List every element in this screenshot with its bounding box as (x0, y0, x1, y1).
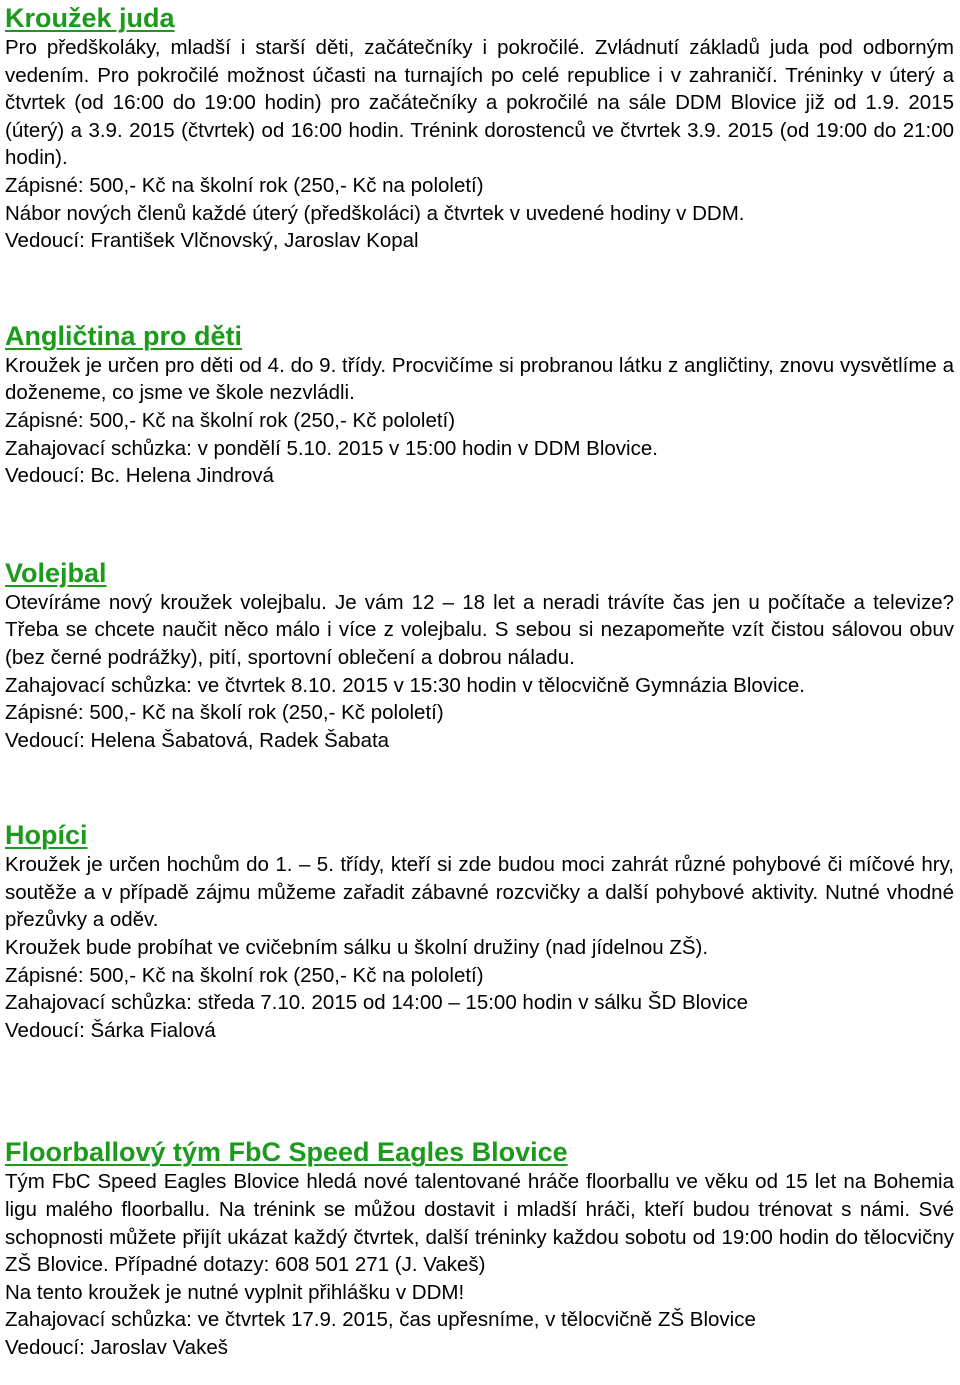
recruitment-line: Nábor nových členů každé úterý (předškoláci) a čtvrtek v uvedené hodiny v DDM. (5, 201, 745, 225)
meeting-line: Zahajovací schůzka: ve čtvrtek 8.10. 2015 v 15:30 hodin v tělocvičně Gymnázia Blovice. (5, 673, 805, 697)
leader-line: Vedoucí: Bc. Helena Jindrová (5, 464, 274, 488)
leader-line: Vedoucí: František Vlčnovský, Jaroslav Kopal (5, 229, 419, 253)
section-description: Tým FbC Speed Eagles Blovice hledá nové talentované hráče floorballu ve věku od 15 let na Bohemia ligu malého floorballu. Na trénink se můžou dostavit i mladší hráči, kteří budou trénovat s námi. Své schopnosti můžete přijít ukázat každý čtvrtek, další tréninky každou sobotu od 19:00 hodin do tělocvičny ZŠ Blovice. Případné dotazy: 608 501 271 (J. Vakeš) (5, 1170, 954, 1277)
leader-line: Vedoucí: Šárka Fialová (5, 1018, 216, 1042)
meeting-line: Zahajovací schůzka: v pondělí 5.10. 2015 v 15:00 hodin v DDM Blovice. (5, 436, 658, 460)
fee-line: Zápisné: 500,- Kč na školní rok (250,- Kč na pololetí) (5, 173, 484, 197)
meeting-line: Zahajovací schůzka: ve čtvrtek 17.9. 2015, čas upřesníme, v tělocvičně ZŠ Blovice (5, 1308, 756, 1332)
section-title: Kroužek juda (5, 3, 175, 33)
leader-line: Vedoucí: Helena Šabatová, Radek Šabata (5, 728, 390, 752)
application-line: Na tento kroužek je nutné vyplnit přihlášku v DDM! (5, 1280, 465, 1304)
section-english (5, 320, 954, 490)
section-description: Otevíráme nový kroužek volejbalu. Je vám 12 – 18 let a neradi trávíte čas jen u počítače a televize? Třeba se chcete naučit něco málo i více z volejbalu. S sebou si nezapomeňte vzít čistou sálovou obuv (bez černé podrážky), pití, sportovní oblečení a dobrou náladu. (5, 590, 954, 669)
section-description: Kroužek je určen hochům do 1. – 5. třídy, kteří si zde budou moci zahrát různé pohybové či míčové hry, soutěže a v případě zájmu můžeme zařadit zábavné rozcvičky a další pohybové aktivity. Nutné vhodné přezůvky a oděv. (5, 853, 954, 932)
document-page (0, 2, 960, 1362)
fee-line: Zápisné: 500,- Kč na školní rok (250,- Kč na pololetí) (5, 963, 484, 987)
location-line: Kroužek bude probíhat ve cvičebním sálku u školní družiny (nad jídelnou ZŠ). (5, 936, 709, 960)
section-title: Angličtina pro děti (5, 320, 243, 351)
fee-line: Zápisné: 500,- Kč na školní rok (250,- Kč pololetí) (5, 408, 456, 432)
section-title: Hopíci (5, 820, 88, 851)
section-title: Volejbal (5, 557, 107, 588)
section-description: Pro předškoláky, mladší i starší děti, začátečníky i pokročilé. Zvládnutí základů juda pod odborným vedením. Pro pokročilé možnost účasti na turnajích po celé republice i v zahraničí. Tréninky v úterý a čtvrtek (od 16:00 do 19:00 hodin) pro začátečníky a pokročilé na sále DDM Blovice již od 1.9. 2015 (úterý) a 3.9. 2015 (čtvrtek) od 16:00 hodin. Trénink dorostenců ve čtvrtek 3.9. 2015 (od 19:00 do 21:00 hodin). (5, 36, 954, 170)
section-title: Floorballový tým FbC Speed Eagles Blovice (5, 1137, 568, 1168)
section-hopici (5, 819, 954, 1044)
section-floorball (5, 1136, 954, 1361)
section-volleyball (5, 557, 954, 755)
leader-line: Vedoucí: Jaroslav Vakeš (5, 1336, 228, 1359)
meeting-line: Zahajovací schůzka: středa 7.10. 2015 od 14:00 – 15:00 hodin v sálku ŠD Blovice (5, 991, 749, 1015)
section-judo (5, 2, 954, 255)
section-description: Kroužek je určen pro děti od 4. do 9. třídy. Procvičíme si probranou látku z angličtiny, znovu vysvětlíme a doženeme, co jsme ve škole nezvládli. (5, 353, 954, 405)
fee-line: Zápisné: 500,- Kč na školí rok (250,- Kč pololetí) (5, 701, 444, 725)
